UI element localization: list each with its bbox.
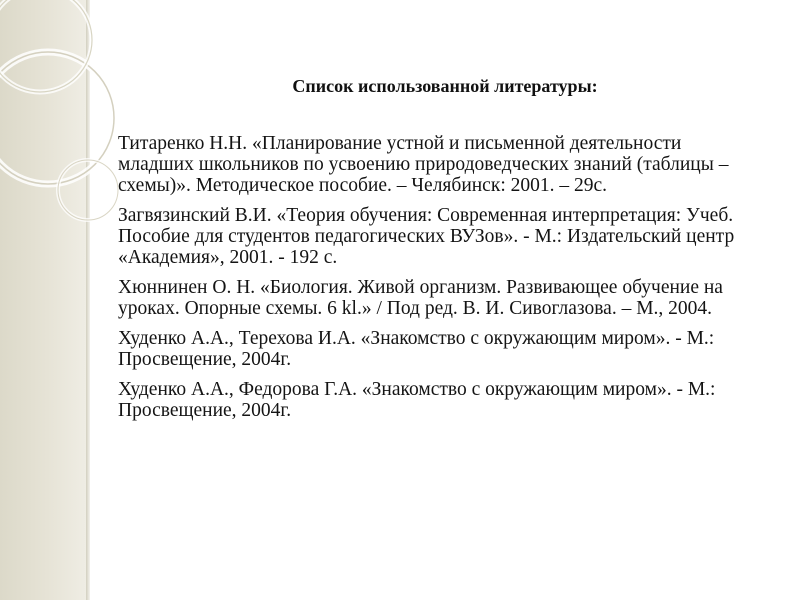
- slide-title: Список использованной литературы:: [292, 76, 598, 96]
- reference-item: Хюннинен О. Н. «Биология. Живой организм. Развивающее обучение на уроках. Опорные схемы. 6 kl.» / Под ред. В. И. Сивоглазова. – М., 2004.: [118, 277, 723, 319]
- reference-item: Титаренко Н.Н. «Планирование устной и письменной деятельности младших школьников по усвоению природоведческих знаний (таблицы – схемы)». Методическое пособие. – Челябинск: 2001. – 29с.: [118, 133, 729, 196]
- reference-item: Загвязинский В.И. «Теория обучения: Современная интерпретация: Учеб. Пособие для студентов педагогических ВУЗов». - М.: Издательский центр «Академия», 2001. - 192 с.: [118, 205, 735, 268]
- reference-item: Худенко А.А., Федорова Г.А. «Знакомство с окружающим миром». - М.: Просвещение, 2004г.: [118, 379, 716, 421]
- reference-list: [118, 133, 758, 430]
- reference-item: Худенко А.А., Терехова И.А. «Знакомство с окружающим миром». - М.: Просвещение, 2004г.: [118, 328, 715, 370]
